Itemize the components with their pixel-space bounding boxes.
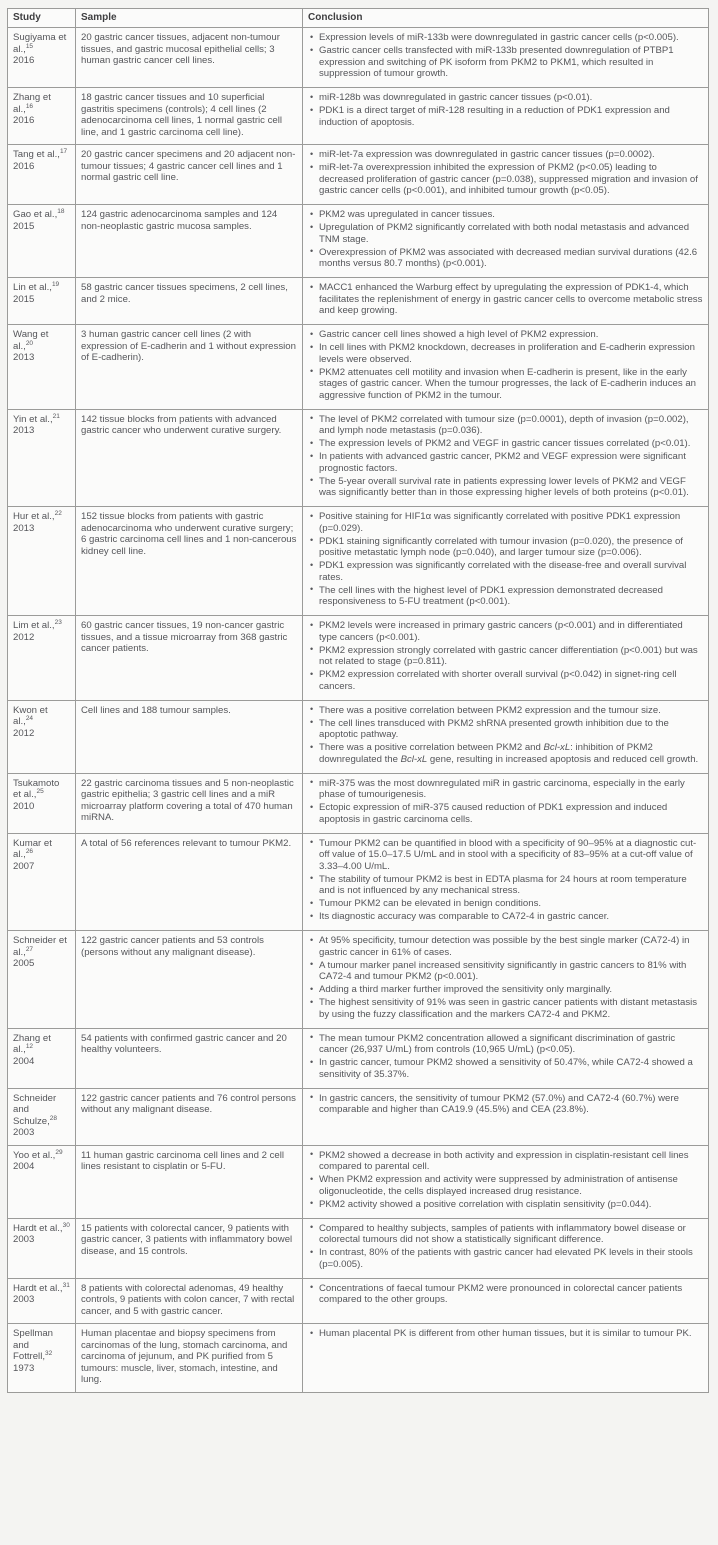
table-row (8, 507, 709, 616)
conclusion-cell (303, 1088, 709, 1145)
study-name: Kwon et al., (13, 704, 48, 727)
study-year: 2013 (13, 425, 35, 436)
text-segment: Overexpression of PKM2 was associated with decreased median survival durations (42.6 months versus 80.7 months) (p<0.001). (319, 246, 698, 269)
italic-text: Bcl-xL (400, 753, 428, 765)
conclusion-bullet (309, 209, 703, 221)
conclusion-list (309, 1223, 703, 1271)
conclusion-list (309, 1283, 703, 1306)
study-ref-superscript: 20 (25, 339, 34, 347)
conclusion-bullet (309, 911, 703, 923)
study-name: Hardt et al., (13, 1222, 63, 1234)
conclusion-bullet (309, 1150, 703, 1173)
conclusion-bullet (309, 1199, 703, 1211)
study-cell (8, 833, 76, 931)
sample-cell: 11 human gastric carcinoma cell lines and 2 cell lines resistant to cisplatin or 5-FU. (76, 1145, 303, 1218)
study-ref-superscript: 12 (25, 1042, 34, 1050)
text-segment: In gastric cancers, the sensitivity of tumour PKM2 (57.0%) and CA72-4 (60.7%) were comparable and higher than CA19.9 (45.5%) and CEA (23.8%). (319, 1092, 679, 1115)
conclusion-cell (303, 28, 709, 88)
table-row (8, 145, 709, 205)
conclusion-bullet (309, 222, 703, 245)
conclusion-bullet (309, 935, 703, 958)
text-segment: The expression levels of PKM2 and VEGF in gastric cancer tissues correlated (p<0.01). (319, 438, 691, 449)
conclusion-bullet (309, 45, 703, 80)
conclusion-bullet (309, 778, 703, 801)
study-cell (8, 1324, 76, 1393)
conclusion-bullet (309, 997, 703, 1020)
text-segment: Expression levels of miR-133b were downregulated in gastric cancer cells (p<0.005). (319, 32, 679, 43)
study-year: 2004 (13, 1161, 35, 1172)
study-name: Hur et al., (13, 511, 55, 522)
table-row (8, 409, 709, 507)
table-row (8, 1028, 709, 1088)
conclusion-cell (303, 205, 709, 278)
conclusion-cell (303, 1324, 709, 1393)
text-segment: PKM2 levels were increased in primary gastric cancers (p<0.001) and in differentiated type cancers (p<0.001). (319, 620, 683, 643)
study-ref-superscript: 16 (25, 102, 34, 110)
sample-cell: 22 gastric carcinoma tissues and 5 non-neoplastic gastric epithelia; 3 gastric cell lines and a miR microarray platform covering a total of 470 human miRNA. (76, 773, 303, 833)
study-ref-superscript: 31 (62, 1281, 70, 1289)
study-year: 2004 (13, 1055, 35, 1067)
study-year: 2012 (13, 631, 35, 643)
text-segment: In cell lines with PKM2 knockdown, decreases in proliferation and E-cadherin expression levels were observed. (319, 342, 695, 365)
sample-cell: 60 gastric cancer tissues, 19 non-cancer gastric tissues, and a tissue microarray from 368 gastric cancer patients. (76, 616, 303, 701)
conclusion-cell (303, 700, 709, 773)
conclusion-bullet (309, 560, 703, 583)
table-row (8, 1145, 709, 1218)
study-cell (8, 1145, 76, 1218)
conclusion-bullet (309, 1057, 703, 1080)
study-ref-superscript: 24 (25, 714, 34, 722)
conclusion-bullet (309, 1328, 703, 1340)
study-ref-superscript: 26 (25, 847, 34, 855)
study-ref-superscript: 28 (49, 1114, 58, 1122)
text-segment: miR-let-7a expression was downregulated in gastric cancer tissues (p=0.0002). (319, 149, 655, 160)
sample-cell: Cell lines and 188 tumour samples. (76, 700, 303, 773)
study-year: 2013 (13, 352, 35, 363)
conclusion-cell (303, 409, 709, 507)
study-year: 2016 (13, 160, 35, 172)
conclusion-list (309, 1150, 703, 1211)
conclusion-cell (303, 278, 709, 325)
conclusion-bullet (309, 1033, 703, 1056)
conclusion-bullet (309, 669, 703, 692)
sample-cell: 142 tissue blocks from patients with advanced gastric cancer who underwent curative surgery. (76, 409, 303, 507)
text-segment: When PKM2 expression and activity were suppressed by administration of antisense oligonucleotide, the cells displayed increased drug resistance. (319, 1174, 678, 1197)
study-ref-superscript: 17 (59, 147, 68, 155)
study-name: Tsukamoto et al., (13, 777, 60, 800)
conclusion-bullet (309, 898, 703, 910)
conclusion-bullet (309, 742, 703, 765)
table-row (8, 833, 709, 931)
text-segment: A tumour marker panel increased sensitivity significantly in gastric cancers to 81% with CA72-4 and tumour PKM2 (p<0.001). (319, 959, 687, 982)
table-row (8, 325, 709, 410)
conclusion-cell (303, 616, 709, 701)
study-cell (8, 145, 76, 205)
table-row (8, 931, 709, 1029)
study-year: 2010 (13, 800, 35, 812)
conclusion-bullet (309, 1283, 703, 1306)
conclusion-cell (303, 1278, 709, 1324)
conclusion-cell (303, 145, 709, 205)
study-name: Schneider and Schulze, (13, 1092, 57, 1127)
text-segment: Compared to healthy subjects, samples of patients with inflammatory bowel disease or colorectal tumours did not show a statistically significant difference. (319, 1222, 686, 1245)
study-ref-superscript: 30 (62, 1221, 70, 1229)
table-row (8, 700, 709, 773)
study-year: 2016 (13, 55, 35, 66)
conclusion-bullet (309, 32, 703, 44)
header-row (8, 9, 709, 28)
text-segment: In gastric cancer, tumour PKM2 showed a sensitivity of 50.47%, while CA72-4 showed a sensitivity of 35.37%. (319, 1057, 693, 1080)
text-segment: PKM2 attenuates cell motility and invasion when E-cadherin is present, like in the early stages of gastric cancer. When the tumour progresses, the lack of E-cadherin induces an aggressive function of PKM2 in the tumour. (319, 366, 697, 401)
study-name: Zhang et al., (13, 92, 51, 115)
text-segment: In patients with advanced gastric cancer, PKM2 and VEGF expression were significant prognostic factors. (319, 451, 686, 474)
text-segment: Human placental PK is different from other human tissues, but it is similar to tumour PK. (319, 1328, 692, 1339)
table-row (8, 1218, 709, 1278)
text-segment: Gastric cancer cell lines showed a high level of PKM2 expression. (319, 329, 599, 340)
table-row (8, 616, 709, 701)
text-segment: Its diagnostic accuracy was comparable to CA72-4 in gastric cancer. (319, 911, 610, 922)
table-row (8, 1088, 709, 1145)
study-name: Tang et al., (13, 149, 60, 160)
conclusion-bullet (309, 645, 703, 668)
study-cell (8, 700, 76, 773)
study-ref-superscript: 19 (51, 280, 60, 288)
conclusion-list (309, 329, 703, 401)
italic-text: Bcl-xL (543, 742, 571, 753)
conclusion-bullet (309, 329, 703, 341)
study-ref-superscript: 23 (54, 618, 62, 626)
study-name: Wang et al., (13, 329, 49, 352)
conclusion-list (309, 935, 703, 1020)
conclusion-bullet (309, 247, 703, 270)
study-name: Gao et al., (13, 209, 58, 220)
conclusion-list (309, 778, 703, 826)
sample-cell: 20 gastric cancer tissues, adjacent non-tumour tissues, and gastric mucosal epithelial cells; 3 human gastric cancer cell lines. (76, 28, 303, 88)
text-segment: Tumour PKM2 can be quantified in blood with a specificity of 90–95% at a diagnostic cut-off value of 15.0–17.5 U/mL and in stool with a specificity of 83–95% at a cut-off value of 3.33–4.00 U/mL. (319, 837, 697, 872)
sample-cell: 58 gastric cancer tissues specimens, 2 cell lines, and 2 mice. (76, 278, 303, 325)
study-cell (8, 773, 76, 833)
text-segment: The mean tumour PKM2 concentration allowed a significant discrimination of gastric cancer (26,937 U/mL) from controls (10,965 U/mL) (p<0.05). (319, 1032, 676, 1055)
text-segment: Tumour PKM2 can be elevated in benign conditions. (319, 898, 542, 909)
study-cell (8, 1218, 76, 1278)
text-segment: PKM2 showed a decrease in both activity and expression in cisplatin-resistant cell lines compared to parental cell. (319, 1149, 689, 1172)
text-segment: Ectopic expression of miR-375 caused reduction of PDK1 expression and induced apoptosis in gastric carcinoma cells. (319, 802, 668, 825)
table-row (8, 773, 709, 833)
conclusion-cell (303, 931, 709, 1029)
conclusion-list (309, 511, 703, 608)
study-cell (8, 205, 76, 278)
conclusion-bullet (309, 1093, 703, 1116)
study-ref-superscript: 22 (54, 509, 62, 517)
study-year: 2013 (13, 522, 35, 534)
conclusion-bullet (309, 414, 703, 437)
conclusion-bullet (309, 451, 703, 474)
conclusion-list (309, 1093, 703, 1116)
sample-cell: 20 gastric cancer specimens and 20 adjacent non-tumour tissues; 4 gastric cancer cell lines and 1 normal gastric cell line. (76, 145, 303, 205)
text-segment: Gastric cancer cells transfected with miR-133b presented downregulation of PTBP1 expression and switching of PK isoform from PKM2 to PKM1, which resulted in suppression of tumour growth. (319, 45, 674, 79)
conclusion-bullet (309, 162, 703, 197)
text-segment: PKM2 activity showed a positive correlation with cisplatin sensitivity (p=0.044). (319, 1198, 652, 1210)
conclusion-bullet (309, 705, 703, 717)
text-segment: The cell lines transduced with PKM2 shRNA presented growth inhibition due to the apoptotic pathway. (319, 717, 669, 740)
table-row (8, 1278, 709, 1324)
sample-cell: 122 gastric cancer patients and 76 control persons without any malignant disease. (76, 1088, 303, 1145)
text-segment: The stability of tumour PKM2 is best in EDTA plasma for 24 hours at room temperature and is not influenced by any mechanical stress. (319, 873, 687, 896)
study-year: 2012 (13, 727, 35, 739)
text-segment: : inhibition of PKM2 downregulated the (319, 742, 653, 765)
sample-cell: 122 gastric cancer patients and 53 controls (persons without any malignant disease). (76, 931, 303, 1029)
conclusion-bullet (309, 802, 703, 825)
study-ref-superscript: 27 (25, 945, 34, 953)
conclusion-list (309, 838, 703, 923)
text-segment: Concentrations of faecal tumour PKM2 were pronounced in colorectal cancer patients compared to the other groups. (319, 1282, 683, 1305)
conclusion-bullet (309, 367, 703, 402)
col-header-study: Study (8, 9, 76, 28)
study-name: Zhang et al., (13, 1032, 51, 1055)
sample-cell: 152 tissue blocks from patients with gastric adenocarcinoma who underwent curative surgery; 6 gastric carcinoma cell lines and 1 non-cancerous kidney cell line. (76, 507, 303, 616)
text-segment: The cell lines with the highest level of PDK1 expression demonstrated decreased responsiveness to 5-FU treatment (p<0.001). (319, 584, 663, 607)
text-segment: In contrast, 80% of the patients with gastric cancer had elevated PK levels in their stools (p=0.005). (319, 1247, 693, 1270)
conclusion-bullet (309, 718, 703, 741)
study-name: Schneider et al., (13, 935, 67, 958)
text-segment: Upregulation of PKM2 significantly correlated with both nodal metastasis and advanced TNM stage. (319, 222, 690, 245)
study-cell (8, 409, 76, 507)
conclusion-cell (303, 88, 709, 145)
conclusion-cell (303, 833, 709, 931)
text-segment: PKM2 was upregulated in cancer tissues. (319, 209, 495, 220)
col-header-conclusion: Conclusion (303, 9, 709, 28)
sample-cell: A total of 56 references relevant to tumour PKM2. (76, 833, 303, 931)
table-row (8, 278, 709, 325)
conclusion-list (309, 705, 703, 766)
study-year: 2015 (13, 220, 35, 232)
text-segment: PKM2 expression strongly correlated with gastric cancer differentiation (p<0.001) but was not related to stage (p=0.811). (319, 644, 698, 667)
study-year: 1973 (13, 1362, 35, 1374)
conclusion-cell (303, 1145, 709, 1218)
conclusion-bullet (309, 92, 703, 104)
study-ref-superscript: 32 (45, 1349, 53, 1357)
study-cell (8, 1278, 76, 1324)
study-ref-superscript: 15 (25, 42, 34, 50)
sample-cell: 15 patients with colorectal cancer, 9 patients with gastric cancer, 3 patients with inflammatory bowel disease, and 15 controls. (76, 1218, 303, 1278)
study-year: 2003 (13, 1234, 35, 1245)
study-cell (8, 28, 76, 88)
text-segment: There was a positive correlation between PKM2 expression and the tumour size. (319, 704, 661, 716)
conclusion-list (309, 620, 703, 692)
table-row (8, 1324, 709, 1393)
conclusion-bullet (309, 536, 703, 559)
conclusion-bullet (309, 105, 703, 128)
conclusion-bullet (309, 585, 703, 608)
text-segment: PKM2 expression correlated with shorter overall survival (p<0.042) in signet-ring cell cancers. (319, 669, 677, 692)
conclusion-cell (303, 773, 709, 833)
study-name: Yin et al., (13, 413, 53, 425)
text-segment: miR-let-7a overexpression inhibited the expression of PKM2 (p<0.05) leading to decreased proliferation of gastric cancer (p=0.038), suppressed migration and invasion of gastric cancer cells (p<0.001), and inhibited tumour growth (p<0.05). (319, 162, 698, 196)
study-year: 2007 (13, 860, 35, 872)
study-name: Yoo et al., (13, 1149, 56, 1161)
study-ref-superscript: 29 (55, 1148, 63, 1156)
study-name: Spellman and Fottrell, (13, 1328, 53, 1362)
sample-cell: 54 patients with confirmed gastric cancer and 20 healthy volunteers. (76, 1028, 303, 1088)
study-cell (8, 278, 76, 325)
text-segment: Adding a third marker further improved the sensitivity only marginally. (319, 984, 613, 995)
sample-cell: Human placentae and biopsy specimens from carcinomas of the lung, stomach carcinoma, and carcinoma of jejunum, and PK purified from 5 tumours: muscle, liver, stomach, intestine, and lung. (76, 1324, 303, 1393)
conclusion-bullet (309, 511, 703, 534)
conclusion-cell (303, 507, 709, 616)
conclusion-list (309, 92, 703, 128)
conclusion-bullet (309, 1247, 703, 1270)
conclusion-list (309, 32, 703, 80)
study-year: 2003 (13, 1294, 35, 1305)
study-name: Kumar et al., (13, 837, 52, 860)
text-segment: PDK1 is a direct target of miR-128 resulting in a reduction of PDK1 expression and induction of apoptosis. (319, 105, 670, 128)
conclusion-cell (303, 1218, 709, 1278)
sample-cell: 8 patients with colorectal adenomas, 49 healthy controls, 9 patients with colon cancer, 7 with rectal cancer, and 5 with gastric cancer. (76, 1278, 303, 1324)
study-ref-superscript: 21 (52, 412, 60, 420)
text-segment: PDK1 staining significantly correlated with tumour invasion (p=0.020), the presence of positive metastatic lymph node (p=0.040), and larger tumour size (p=0.006). (319, 535, 683, 558)
text-segment: There was a positive correlation between PKM2 and (319, 742, 544, 753)
conclusion-bullet (309, 960, 703, 983)
study-year: 2016 (13, 115, 35, 126)
conclusion-cell (303, 325, 709, 410)
conclusion-cell (303, 1028, 709, 1088)
text-segment: The level of PKM2 correlated with tumour size (p=0.0001), depth of invasion (p=0.002), and lymph node metastasis (p=0.036). (319, 413, 689, 436)
study-ref-superscript: 18 (57, 207, 65, 215)
table-row (8, 205, 709, 278)
study-cell (8, 1028, 76, 1088)
conclusion-bullet (309, 620, 703, 643)
conclusion-list (309, 282, 703, 317)
study-ref-superscript: 25 (36, 787, 44, 795)
study-year: 2015 (13, 293, 35, 305)
conclusion-bullet (309, 342, 703, 365)
conclusion-list (309, 1033, 703, 1081)
study-name: Hardt et al., (13, 1282, 63, 1294)
sample-cell: 18 gastric cancer tissues and 10 superficial gastritis specimens (controls); 4 cell lines (2 adenocarcinoma cell lines, 1 normal gastric cell line, and 1 gastric carcinoma cell line). (76, 88, 303, 145)
conclusion-list (309, 414, 703, 499)
table-row (8, 88, 709, 145)
study-cell (8, 507, 76, 616)
study-name: Lin et al., (13, 282, 52, 293)
study-name: Sugiyama et al., (13, 32, 67, 55)
conclusion-list (309, 149, 703, 197)
text-segment: PDK1 expression was significantly correlated with the disease-free and overall survival rates. (319, 560, 687, 583)
conclusion-bullet (309, 874, 703, 897)
text-segment: miR-375 was the most downregulated miR in gastric carcinoma, especially in the early phase of tumourigenesis. (319, 777, 685, 800)
text-segment: At 95% specificity, tumour detection was possible by the best single marker (CA72-4) in gastric cancer in 61% of cases. (319, 935, 690, 958)
study-cell (8, 88, 76, 145)
study-cell (8, 325, 76, 410)
study-year: 2005 (13, 958, 35, 969)
text-segment: Positive staining for HIF1α was significantly correlated with positive PDK1 expression (p=0.029). (319, 511, 681, 534)
study-year: 2003 (13, 1127, 35, 1138)
study-cell (8, 616, 76, 701)
conclusion-bullet (309, 1174, 703, 1197)
conclusion-bullet (309, 838, 703, 873)
text-segment: The highest sensitivity of 91% was seen in gastric cancer patients with distant metastasis by using the fuzzy classification and the markers CA72-4 and PKM2. (319, 997, 698, 1020)
study-name: Lim et al., (13, 620, 55, 631)
text-segment: gene, resulting in increased apoptosis and reduced cell growth. (427, 753, 699, 765)
studies-table (7, 8, 709, 1393)
text-segment: The 5-year overall survival rate in patients expressing lower levels of PKM2 and VEGF was significantly better than in those expressing higher levels of both proteins (p<0.01). (319, 475, 689, 498)
conclusion-bullet (309, 149, 703, 161)
study-cell (8, 1088, 76, 1145)
conclusion-list (309, 1328, 703, 1340)
study-cell (8, 931, 76, 1029)
text-segment: miR-128b was downregulated in gastric cancer tissues (p<0.01). (319, 92, 593, 103)
conclusion-bullet (309, 282, 703, 317)
conclusion-bullet (309, 476, 703, 499)
col-header-sample: Sample (76, 9, 303, 28)
conclusion-bullet (309, 1223, 703, 1246)
text-segment: MACC1 enhanced the Warburg effect by upregulating the expression of PDK1-4, which facilitates the replenishment of energy in gastric cancer cells to overcome metabolic stress and keep growing. (319, 282, 703, 316)
table-row (8, 28, 709, 88)
sample-cell: 3 human gastric cancer cell lines (2 with expression of E-cadherin and 1 without expression of E-cadherin). (76, 325, 303, 410)
conclusion-bullet (309, 984, 703, 996)
conclusion-bullet (309, 438, 703, 450)
conclusion-list (309, 209, 703, 270)
sample-cell: 124 gastric adenocarcinoma samples and 124 non-neoplastic gastric mucosa samples. (76, 205, 303, 278)
